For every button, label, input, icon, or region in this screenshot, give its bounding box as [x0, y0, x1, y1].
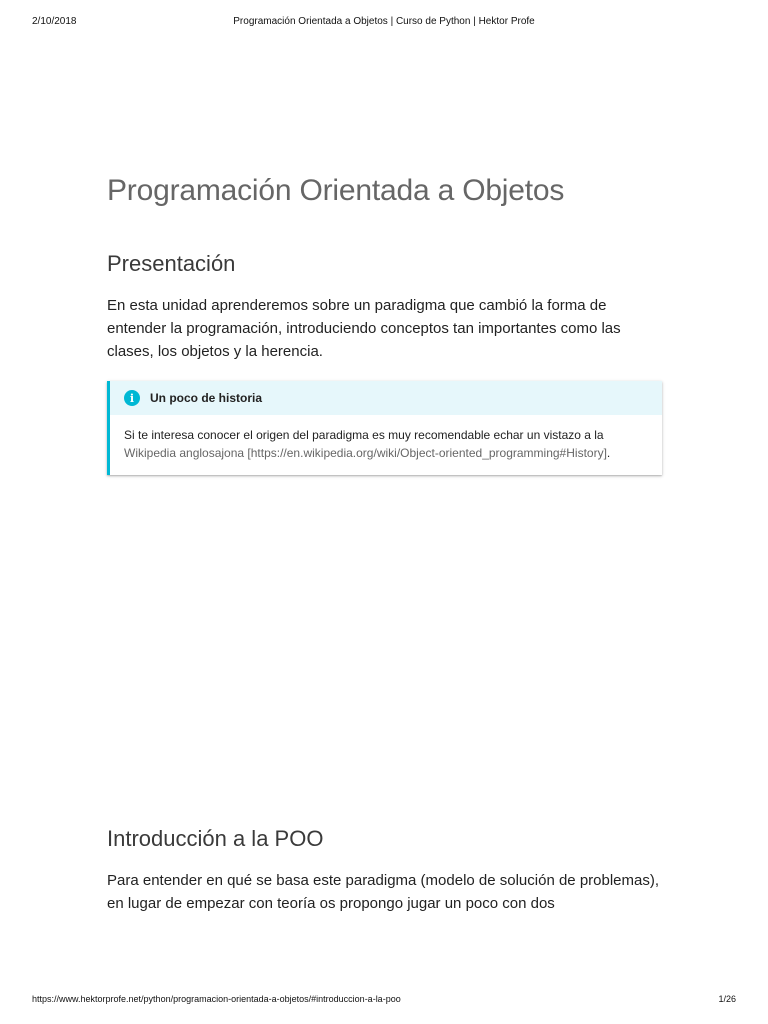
print-url[interactable]: https://www.hektorprofe.net/python/programacion-orientada-a-objetos/#introduccion-a-la-poo — [32, 994, 401, 1004]
print-document-title: Programación Orientada a Objetos | Curso de Python | Hektor Profe — [233, 16, 535, 27]
section-heading-intro: Introducción a la POO — [107, 826, 324, 851]
admonition-body — [110, 415, 662, 462]
section-heading-presentacion: Presentación — [107, 251, 236, 276]
section-paragraph-intro: Para entender en qué se basa este paradigma (modelo de solución de problemas), en lugar de empezar con teoría os propongo jugar un poco con dos — [107, 872, 660, 912]
page-indicator: 1/26 — [718, 994, 736, 1004]
wikipedia-link[interactable]: Wikipedia anglosajona [https://en.wikipedia.org/wiki/Object-oriented_programming#History] — [124, 446, 607, 460]
print-date: 2/10/2018 — [32, 16, 77, 27]
admonition-text-end: . — [606, 446, 611, 460]
section-paragraph-presentacion: En esta unidad aprenderemos sobre un paradigma que cambió la forma de entender la programación, introduciendo conceptos tan importantes como las clases, los objetos y la herencia. — [107, 297, 621, 360]
info-icon: i — [124, 390, 140, 406]
admonition-header — [110, 381, 662, 415]
info-admonition — [107, 381, 662, 475]
admonition-title: Un poco de historia — [150, 391, 263, 405]
admonition-text: Si te interesa conocer el origen del paradigma es muy recomendable echar un vistazo a la — [124, 428, 604, 442]
page-title: Programación Orientada a Objetos — [107, 174, 565, 207]
